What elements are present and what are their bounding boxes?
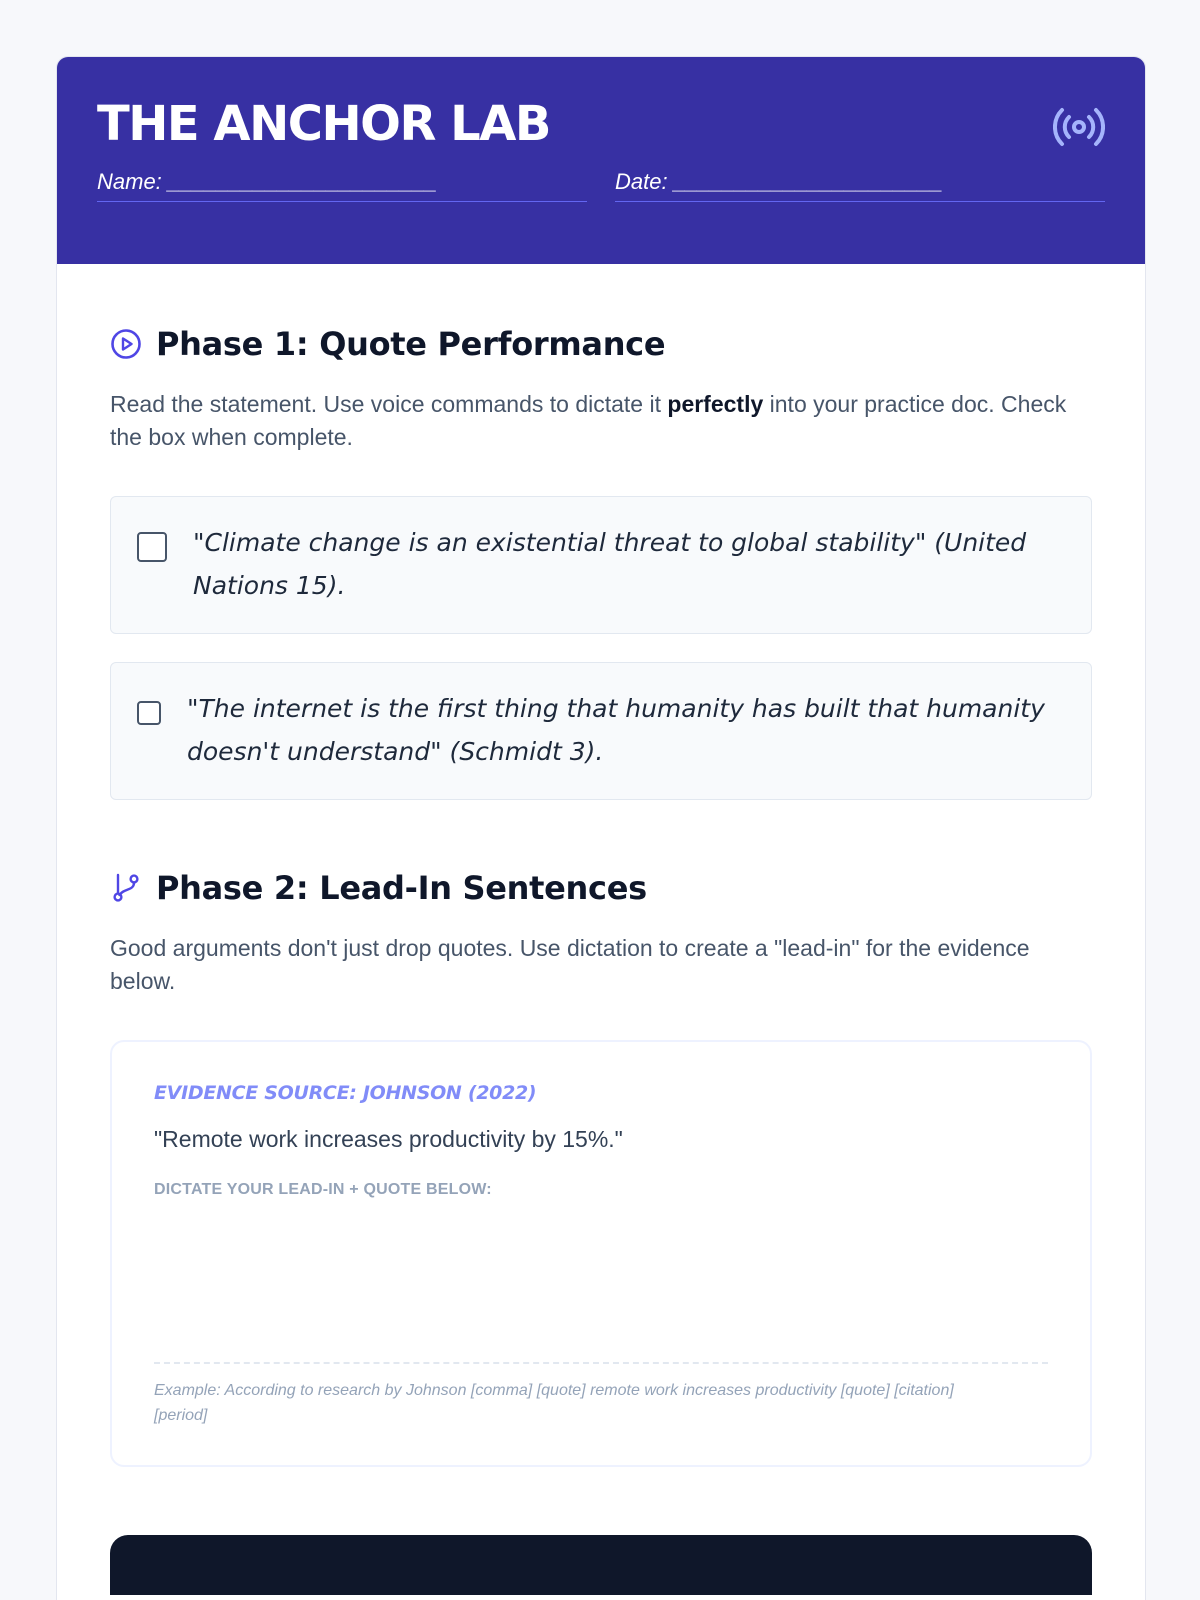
phase1-instructions-end: into your practice doc. Check the box when complete. (110, 391, 1067, 450)
quote-checkbox[interactable] (137, 701, 161, 725)
quote-item (110, 662, 1092, 800)
name-field[interactable]: Name: ______________________ (97, 169, 587, 202)
git-branch-icon (110, 872, 142, 904)
quote-item (110, 496, 1092, 634)
example-hint: Example: According to research by Johnson [comma] [quote] remote work increases productivity [quote] [citation] [period] (154, 1382, 954, 1424)
phase1-instructions-start: Read the statement. Use voice commands to dictate it (110, 391, 668, 417)
dictation-input-line[interactable] (154, 1362, 1048, 1364)
phase1-instructions (110, 388, 1092, 454)
footer-panel (110, 1535, 1092, 1595)
phase1-title: Phase 1: Quote Performance (156, 325, 666, 363)
phase2-instructions: Good arguments don't just drop quotes. Use dictation to create a "lead-in" for the evidence below. (110, 935, 1030, 994)
evidence-source: EVIDENCE SOURCE: JOHNSON (2022) (154, 1082, 537, 1104)
dictate-label: DICTATE YOUR LEAD-IN + QUOTE BELOW: (154, 1181, 492, 1198)
play-circle-icon (110, 328, 142, 360)
header (57, 57, 1145, 264)
phase1-heading (110, 320, 1092, 368)
quote-text: "Climate change is an existential threat to global stability" (United Nations 15). (193, 528, 1027, 600)
phase1-instructions-emphasis: perfectly (667, 391, 764, 417)
header-fields (97, 169, 1105, 202)
broadcast-icon (1053, 107, 1105, 147)
worksheet-card (56, 56, 1146, 1600)
phase2-heading (110, 864, 1092, 912)
evidence-quote: "Remote work increases productivity by 15%." (154, 1126, 623, 1152)
page-title: THE ANCHOR LAB (97, 96, 550, 152)
quote-text: "The internet is the first thing that humanity has built that humanity doesn't understand" (Schmidt 3). (187, 694, 1045, 766)
quote-checkbox[interactable] (137, 532, 167, 562)
phase2-title: Phase 2: Lead-In Sentences (156, 869, 647, 907)
evidence-card (110, 1040, 1092, 1467)
content (57, 264, 1145, 1595)
date-field[interactable]: Date: ______________________ (615, 169, 1105, 202)
